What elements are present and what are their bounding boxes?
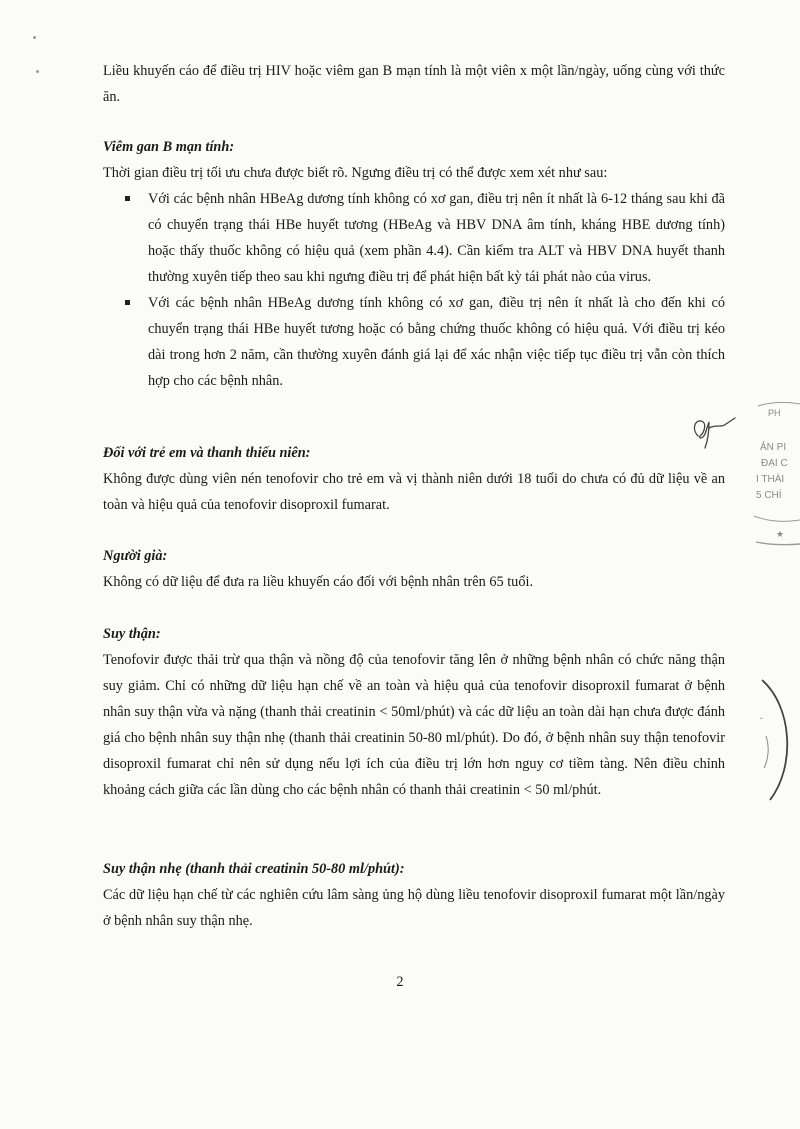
- section-mild-renal-impairment: [103, 856, 725, 934]
- section-heading: Viêm gan B mạn tính:: [103, 139, 235, 155]
- section-paragraph: Không có dữ liệu để đưa ra liều khuyến cáo đối với bệnh nhân trên 65 tuổi.: [103, 574, 534, 590]
- section-heading: Suy thận:: [103, 626, 161, 642]
- scan-dot: [36, 70, 39, 73]
- official-stamp-fragment: [748, 400, 800, 550]
- section-paragraph: Tenofovir được thải trừ qua thận và nồng độ của tenofovir tăng lên ở những bệnh nhân có chức năng thận suy giảm. Chỉ có những dữ liệu hạn chế về an toàn và hiệu quả của tenofovir disoproxil fumarat ở bệnh nhân suy thận vừa và nặng (thanh thải creatinin < 50ml/phút) và các dữ liệu an toàn dài hạn chưa được đánh giá cho bệnh nhân suy thận nhẹ (thanh thải creatinin 50-80 ml/phút). Do đó, ở bệnh nhân suy thận tenofovir disoproxil fumarat chỉ nên sử dụng nếu lợi ích của điều trị lớn hơn nguy cơ tiềm tàng. Nên điều chỉnh khoảng cách giữa các lần dùng cho các bệnh nhân có thanh thải creatinin < 50 ml/phút.: [103, 652, 725, 798]
- stamp-mark-icon: ˆ: [760, 717, 763, 726]
- stamp-edge-fragment: [752, 676, 800, 806]
- signature-mark: [688, 414, 738, 450]
- list-item: [103, 290, 725, 394]
- list-item-text: Với các bệnh nhân HBeAg dương tính không có xơ gan, điều trị nên ít nhất là 6-12 tháng sau khi đã có chuyển trạng thái HBe huyết tương (HBeAg và HBV DNA âm tính, kháng HBE dương tính) hoặc thấy thuốc không có hiệu quả (xem phần 4.4). Cần kiểm tra ALT và HBV DNA huyết thanh thường xuyên tiếp theo sau khi ngưng điều trị để phát hiện bất kỳ tái phát nào của virus.: [148, 191, 725, 285]
- section-heading: Đối với trẻ em và thanh thiếu niên:: [103, 445, 311, 461]
- section-heading: Người già:: [103, 548, 168, 564]
- section-paragraph: Không được dùng viên nén tenofovir cho trẻ em và vị thành niên dưới 18 tuổi do chưa có đủ dữ liệu về an toàn và hiệu quả của tenofovir disoproxil fumarat.: [103, 471, 725, 513]
- section-paragraph: Các dữ liệu hạn chế từ các nghiên cứu lâm sàng ủng hộ dùng liều tenofovir disoproxil fumarat một lần/ngày ở bệnh nhân suy thận nhẹ.: [103, 887, 725, 929]
- stamp-text: ĐẠI C: [761, 458, 788, 469]
- list-item-text: Với các bệnh nhân HBeAg dương tính không có xơ gan, điều trị nên ít nhất là cho đến khi có chuyển trạng thái HBe huyết tương hoặc có bằng chứng thuốc không có hiệu quả. Với điều trị kéo dài trong hơn 2 năm, cần thường xuyên đánh giá lại để xác nhận việc tiếp tục điều trị vẫn còn thích hợp cho các bệnh nhân.: [148, 295, 725, 389]
- section-renal-impairment: [103, 621, 725, 803]
- bullet-icon: [125, 300, 130, 305]
- stamp-text: ẢN PI: [760, 442, 787, 453]
- star-icon: ★: [776, 530, 785, 540]
- page-number: 2: [396, 974, 404, 990]
- section-paragraph: Thời gian điều trị tối ưu chưa được biết rõ. Ngưng điều trị có thể được xem xét như sau:: [103, 165, 608, 181]
- section-chronic-hepatitis-b: [103, 134, 725, 394]
- bullet-icon: [125, 196, 130, 201]
- scan-dot: [33, 36, 36, 39]
- intro-block: [103, 58, 725, 110]
- bullet-list: [103, 186, 725, 394]
- list-item: [103, 186, 725, 290]
- intro-paragraph: Liều khuyến cáo để điều trị HIV hoặc viêm gan B mạn tính là một viên x một lần/ngày, uống cùng với thức ăn.: [103, 63, 725, 105]
- stamp-text: PH: [768, 408, 781, 418]
- stamp-text: 5 CHÍ: [756, 490, 782, 501]
- section-heading: Suy thận nhẹ (thanh thải creatinin 50-80 ml/phút):: [103, 861, 405, 877]
- section-children: [103, 440, 725, 518]
- section-elderly: [103, 543, 725, 595]
- stamp-text: I THÀI: [756, 474, 785, 485]
